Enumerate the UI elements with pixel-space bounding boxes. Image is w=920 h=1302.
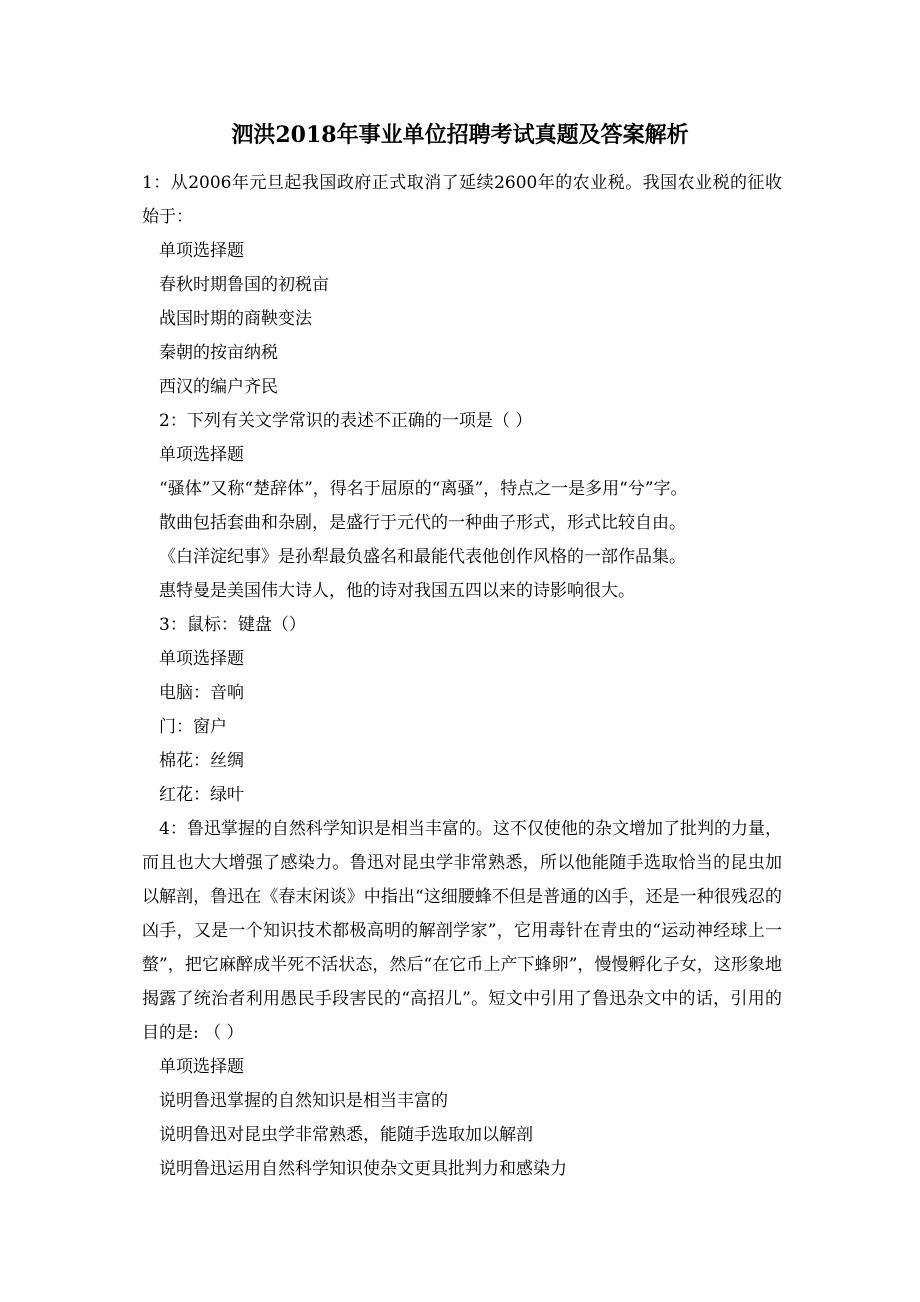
- option-a: 电脑：音响: [159, 683, 244, 703]
- question-type: 单项选择题: [159, 649, 244, 669]
- option-d: 西汉的编户齐民: [159, 377, 278, 397]
- option-b: 门：窗户: [159, 717, 227, 737]
- question-type: 单项选择题: [159, 1057, 244, 1077]
- document-title: 泗洪2018年事业单位招聘考试真题及答案解析: [231, 122, 689, 148]
- question-4: [142, 812, 782, 1186]
- option-b: 战国时期的商鞅变法: [159, 309, 312, 329]
- option-b: 散曲包括套曲和杂剧，是盛行于元代的一种曲子形式，形式比较自由。: [159, 513, 686, 533]
- question-2: [142, 404, 782, 608]
- question-1: [142, 166, 782, 404]
- option-d: 红花：绿叶: [159, 785, 244, 805]
- document-body: [142, 166, 782, 1186]
- option-c: 秦朝的按亩纳税: [159, 343, 278, 363]
- option-d: 惠特曼是美国伟大诗人，他的诗对我国五四以来的诗影响很大。: [159, 581, 635, 601]
- question-3: [142, 608, 782, 812]
- question-stem: 4：鲁迅掌握的自然科学知识是相当丰富的。这不仅使他的杂文增加了批判的力量，而且也大大增强了感染力。鲁迅对昆虫学非常熟悉，所以他能随手选取恰当的昆虫加以解剖，鲁迅在《春末闲谈》中指出“这细腰蜂不但是普通的凶手，还是一种很残忍的凶手，又是一个知识技术都极高明的解剖学家”，它用毒针在青虫的“运动神经球上一螫”，把它麻醉成半死不活状态，然后“在它币上产下蜂卵”，慢慢孵化子女，这形象地揭露了统治者利用愚民手段害民的“高招儿”。短文中引用了鲁迅杂文中的话，引用的目的是: （ ）: [142, 819, 782, 1043]
- option-c: 《白洋淀纪事》是孙犁最负盛名和最能代表他创作风格的一部作品集。: [159, 547, 686, 567]
- question-stem: 3：鼠标：键盘（）: [159, 615, 306, 635]
- option-c: 说明鲁迅运用自然科学知识使杂文更具批判力和感染力: [159, 1159, 567, 1179]
- question-stem: 1：从2006年元旦起我国政府正式取消了延续2600年的农业税。我国农业税的征收始于：: [142, 173, 782, 227]
- option-b: 说明鲁迅对昆虫学非常熟悉，能随手选取加以解剖: [159, 1125, 533, 1145]
- option-a: 说明鲁迅掌握的自然知识是相当丰富的: [159, 1091, 448, 1111]
- option-a: 春秋时期鲁国的初税亩: [159, 275, 329, 295]
- question-type: 单项选择题: [159, 241, 244, 261]
- question-stem: 2：下列有关文学常识的表述不正确的一项是（ ）: [159, 411, 533, 431]
- question-type: 单项选择题: [159, 445, 244, 465]
- option-a: “骚体”又称“楚辞体”，得名于屈原的“离骚”，特点之一是多用“兮”字。: [159, 479, 688, 499]
- option-c: 棉花：丝绸: [159, 751, 244, 771]
